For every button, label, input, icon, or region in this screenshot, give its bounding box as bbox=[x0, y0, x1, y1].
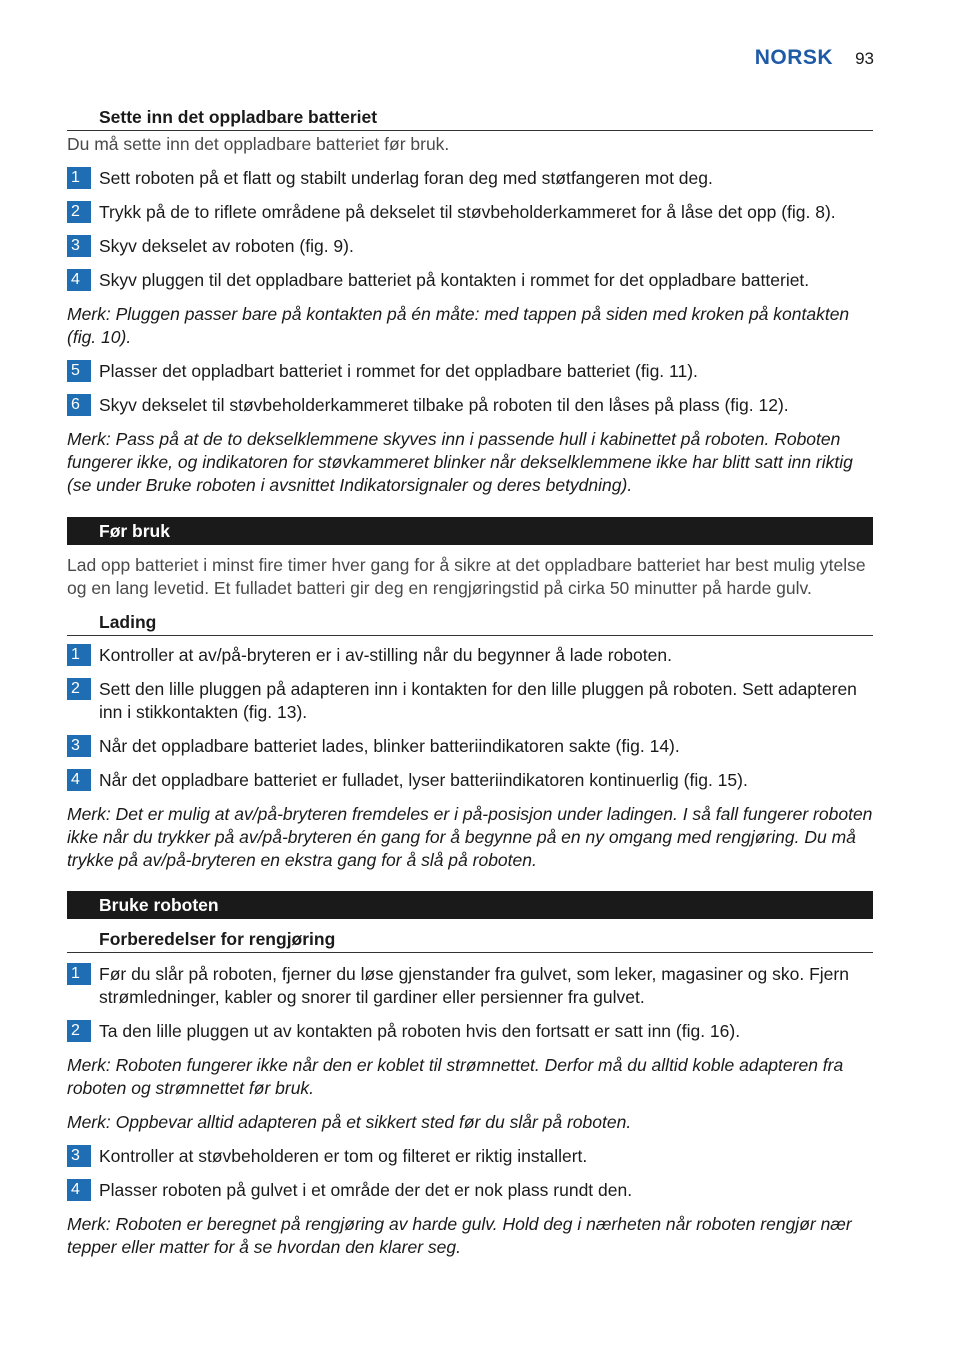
step-text: Skyv pluggen til det oppladbare batteriet på kontakten i rommet for det oppladbare batteriet. bbox=[99, 270, 810, 290]
page-number: 93 bbox=[855, 49, 874, 68]
step-number-badge: 1 bbox=[67, 167, 91, 189]
step-item bbox=[67, 1020, 873, 1043]
step-item bbox=[67, 1145, 873, 1168]
step-number-badge: 1 bbox=[67, 963, 91, 985]
step-text: Skyv dekselet til støvbeholderkammeret tilbake på roboten til den låses på plass (fig. 12). bbox=[99, 395, 789, 415]
intro-paragraph: Lad opp batteriet i minst fire timer hver gang for å sikre at det oppladbare batteriet har best mulig ytelse og en lang levetid. Et fulladet batteri gir deg en rengjøringstid på cirka 50 minutter på harde gulv. bbox=[67, 555, 866, 598]
step-number-badge: 2 bbox=[67, 1020, 91, 1042]
step-item bbox=[67, 201, 873, 224]
step-text: Sett roboten på et flatt og stabilt underlag foran deg med støtfangeren mot deg. bbox=[99, 168, 713, 188]
note-paragraph: Merk: Oppbevar alltid adapteren på et sikkert sted før du slår på roboten. bbox=[67, 1112, 632, 1132]
section-subheading: Forberedelser for rengjøring bbox=[67, 926, 873, 953]
step-text: Ta den lille pluggen ut av kontakten på roboten hvis den fortsatt er satt inn (fig. 16). bbox=[99, 1021, 741, 1041]
step-text: Kontroller at av/på-bryteren er i av-stilling når du begynner å lade roboten. bbox=[99, 645, 672, 665]
step-item bbox=[67, 769, 873, 792]
step-item bbox=[67, 235, 873, 258]
intro-paragraph: Du må sette inn det oppladbare batteriet før bruk. bbox=[67, 134, 450, 154]
step-item bbox=[67, 735, 873, 758]
section-heading-band: Bruke roboten bbox=[67, 891, 873, 919]
step-text: Når det oppladbare batteriet lades, blinker batteriindikatoren sakte (fig. 14). bbox=[99, 736, 680, 756]
note-paragraph: Merk: Pass på at de to dekselklemmene skyves inn i passende hull i kabinettet på roboten. Roboten fungerer ikke, og indikatoren for støvkammeret blinker når dekselklemmene ikke har blitt satt inn riktig (se under Bruke roboten i avsnittet Indikatorsignaler og deres betydning). bbox=[67, 429, 853, 495]
step-text: Kontroller at støvbeholderen er tom og filteret er riktig installert. bbox=[99, 1146, 588, 1166]
page-header bbox=[755, 46, 874, 70]
step-item bbox=[67, 1179, 873, 1202]
step-item bbox=[67, 269, 873, 292]
step-text: Plasser det oppladbart batteriet i rommet for det oppladbare batteriet (fig. 11). bbox=[99, 361, 698, 381]
step-text: Trykk på de to riflete områdene på dekselet til støvbeholderkammeret for å låse det opp (fig. 8). bbox=[99, 202, 836, 222]
step-number-badge: 2 bbox=[67, 201, 91, 223]
document-body bbox=[67, 104, 873, 1259]
step-item bbox=[67, 167, 873, 190]
step-number-badge: 2 bbox=[67, 678, 91, 700]
section-subheading: Sette inn det oppladbare batteriet bbox=[67, 104, 873, 131]
step-item bbox=[67, 963, 873, 1009]
step-item bbox=[67, 644, 873, 667]
step-number-badge: 1 bbox=[67, 644, 91, 666]
note-paragraph: Merk: Roboten er beregnet på rengjøring av harde gulv. Hold deg i nærheten når roboten rengjør nær tepper eller matter for å se hvordan den klarer seg. bbox=[67, 1214, 852, 1257]
step-number-badge: 6 bbox=[67, 394, 91, 416]
step-text: Plasser roboten på gulvet i et område der det er nok plass rundt den. bbox=[99, 1180, 633, 1200]
step-number-badge: 3 bbox=[67, 235, 91, 257]
note-paragraph: Merk: Roboten fungerer ikke når den er koblet til strømnettet. Derfor må du alltid koble adapteren fra roboten og strømnettet før bruk. bbox=[67, 1055, 844, 1098]
step-number-badge: 3 bbox=[67, 735, 91, 757]
step-number-badge: 4 bbox=[67, 1179, 91, 1201]
step-item bbox=[67, 394, 873, 417]
language-label: NORSK bbox=[754, 46, 834, 69]
step-number-badge: 4 bbox=[67, 769, 91, 791]
step-item bbox=[67, 678, 873, 724]
note-paragraph: Merk: Det er mulig at av/på-bryteren fremdeles er i på-posisjon under ladingen. I så fall fungerer roboten ikke når du trykker på av/på-bryteren én gang for å begynne på en ny omgang med rengjøring. Du må trykke på av/på-bryteren en ekstra gang for å slå på roboten. bbox=[67, 804, 873, 870]
step-number-badge: 3 bbox=[67, 1145, 91, 1167]
note-paragraph: Merk: Pluggen passer bare på kontakten på én måte: med tappen på siden med kroken på kontakten (fig. 10). bbox=[67, 304, 850, 347]
step-text: Når det oppladbare batteriet er fulladet, lyser batteriindikatoren kontinuerlig (fig. 15). bbox=[99, 770, 748, 790]
step-number-badge: 4 bbox=[67, 269, 91, 291]
step-text: Før du slår på roboten, fjerner du løse gjenstander fra gulvet, som leker, magasiner og sko. Fjern strømledninger, kabler og snorer til gardiner eller persienner fra gulvet. bbox=[99, 964, 849, 1007]
section-heading-band: Før bruk bbox=[67, 517, 873, 545]
section-subheading: Lading bbox=[67, 609, 873, 636]
step-item bbox=[67, 360, 873, 383]
step-text: Skyv dekselet av roboten (fig. 9). bbox=[99, 236, 354, 256]
step-text: Sett den lille pluggen på adapteren inn i kontakten for den lille pluggen på roboten. Sett adapteren inn i stikkontakten (fig. 13). bbox=[99, 679, 857, 722]
step-number-badge: 5 bbox=[67, 360, 91, 382]
